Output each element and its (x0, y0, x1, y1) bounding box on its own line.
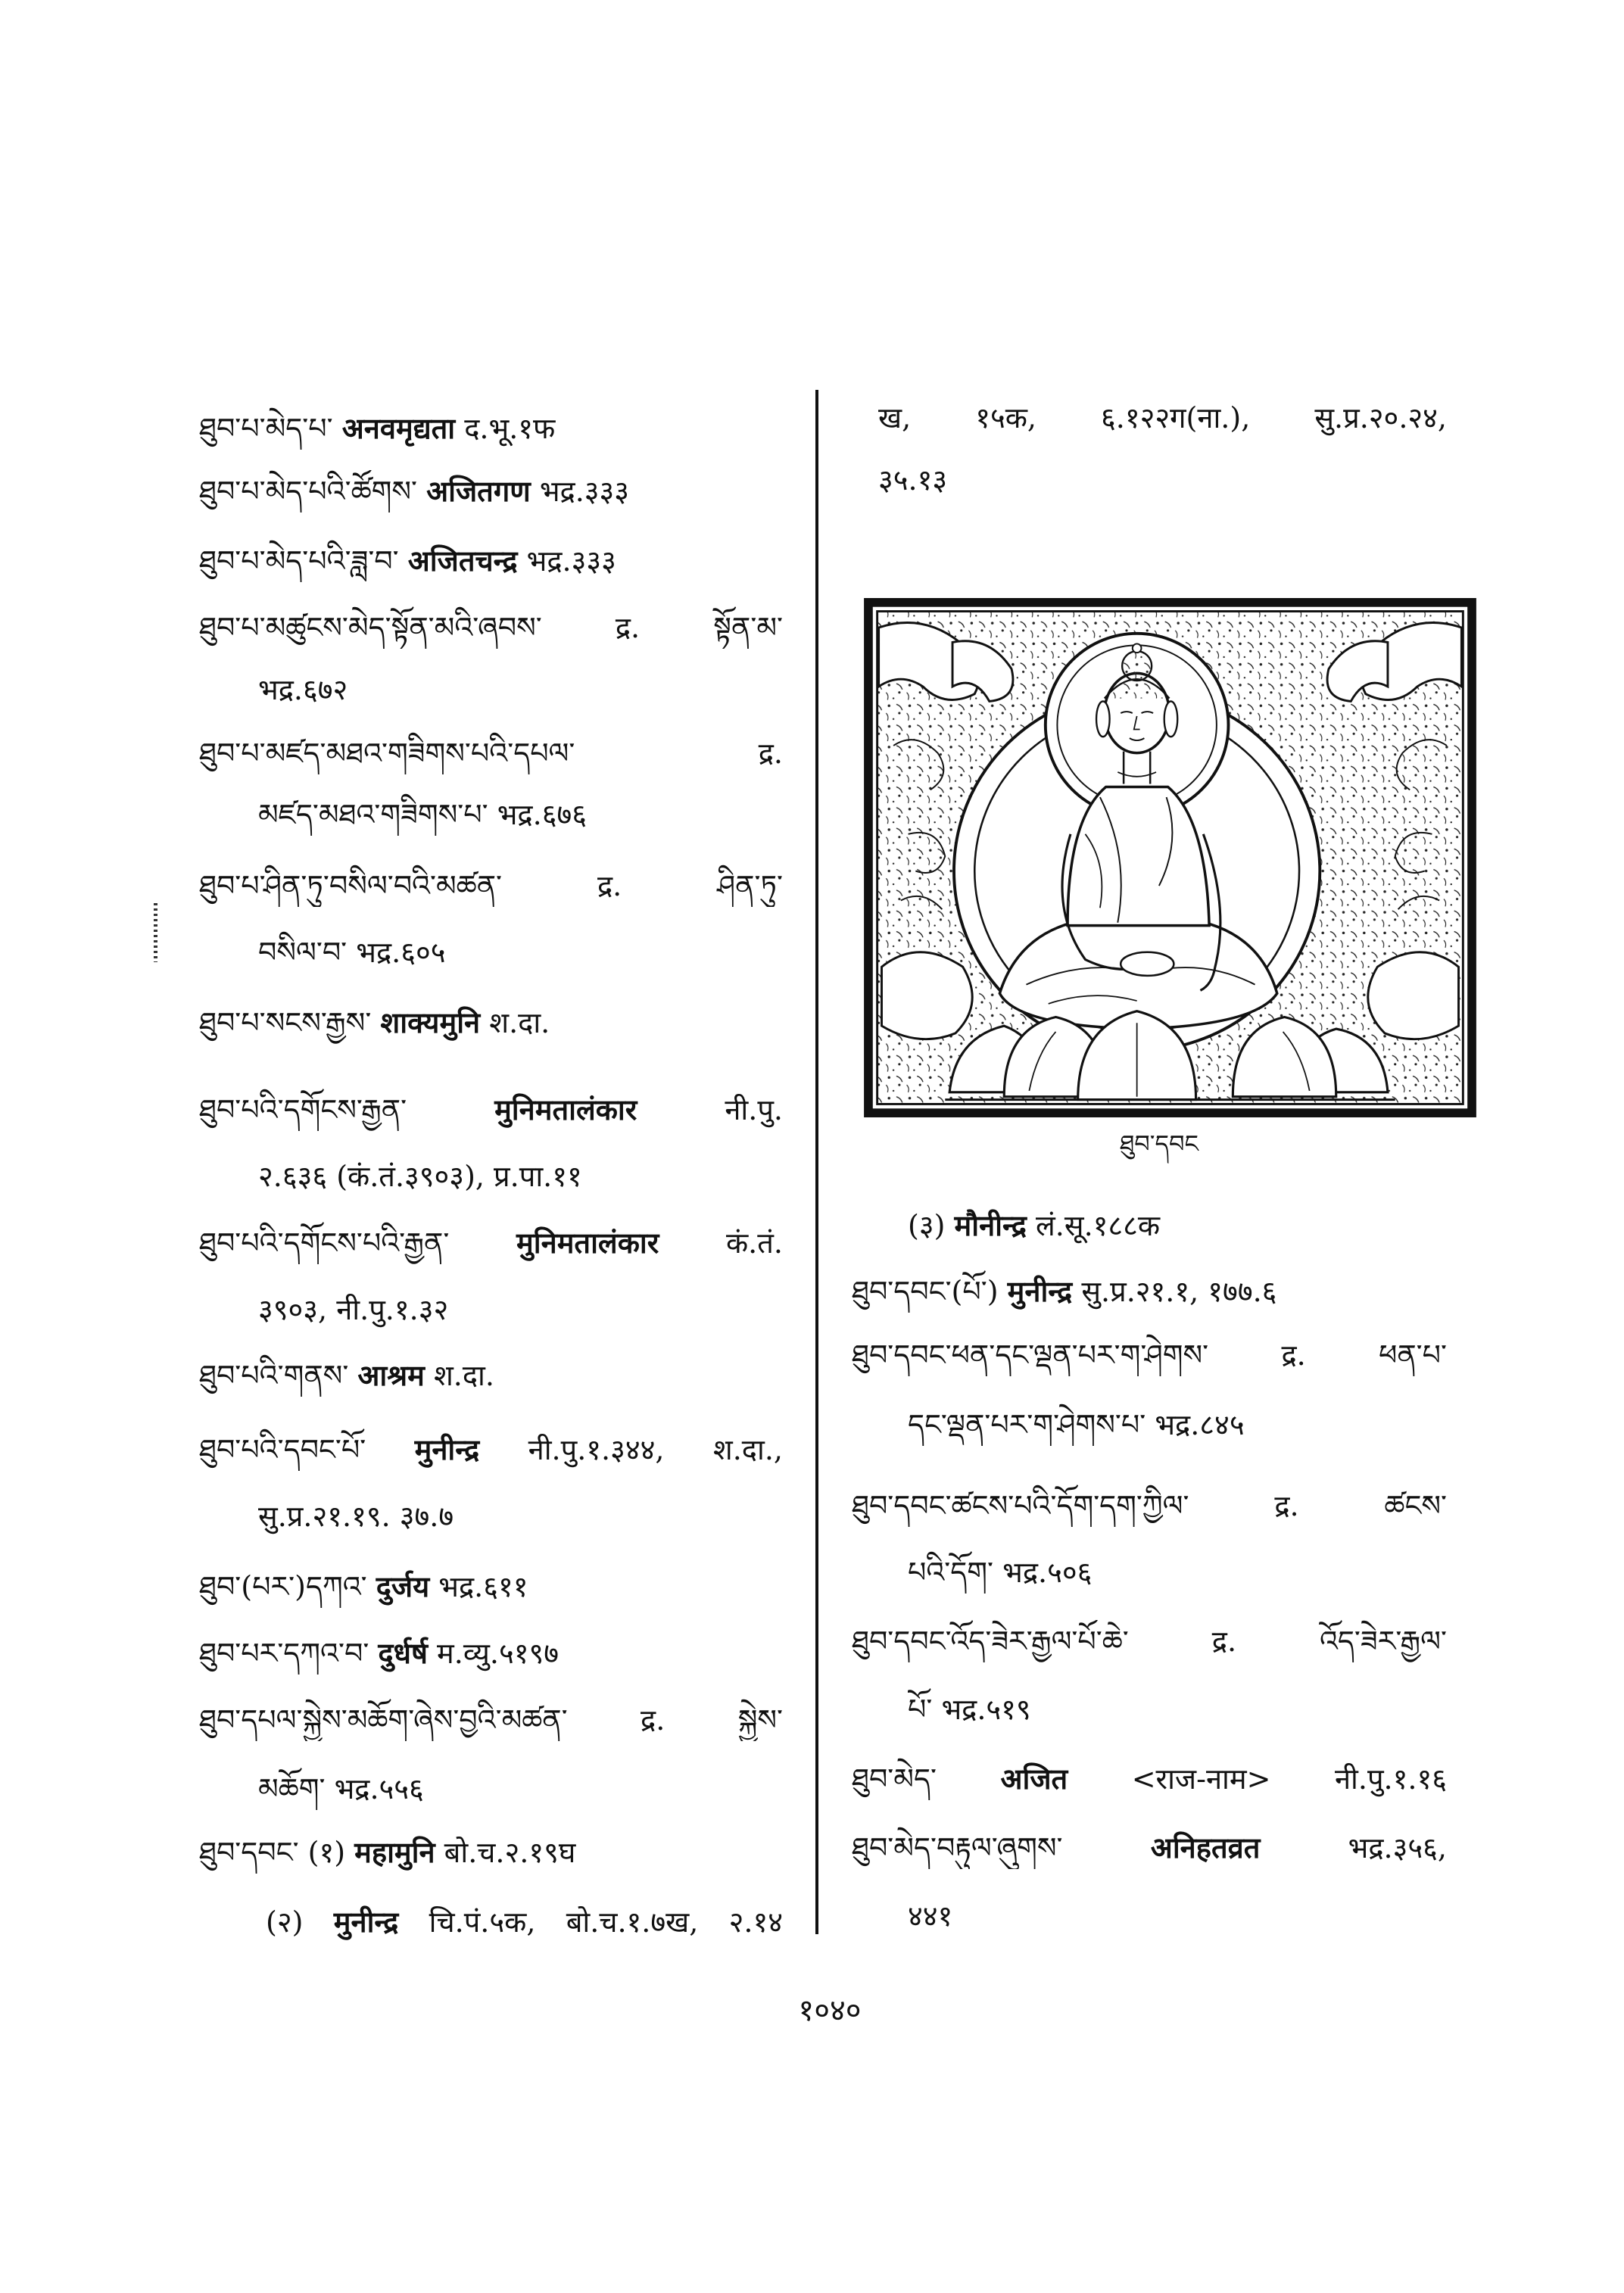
sanskrit-term: अजितचन्द्र (407, 544, 518, 578)
entry-line (199, 540, 783, 582)
see-reference-cont: བསིལ་བ་ (258, 936, 348, 969)
entry-headword: ཐུབ་དབང་ཚངས་པའི་དོག་དག་ཀྱིལ་ (852, 1489, 1189, 1522)
reference: भद्र.६७२ (258, 673, 348, 706)
entry-line (199, 606, 783, 649)
reference: भद्र.३३३ (539, 475, 630, 508)
entry-headword: ཐུབ་དབང་(པོ་) (852, 1275, 999, 1308)
sanskrit-term: दुर्धर्ष (378, 1636, 428, 1670)
entry-line (199, 407, 783, 450)
entry-continuation (258, 793, 783, 836)
buddha-illustration (864, 598, 1476, 1117)
entry-headword: ཐུབ་པ་ཤིན་ཏུ་བསིལ་བའི་མཚན་ (199, 869, 503, 902)
entry-headword: ཐུབ་མེད་ (852, 1762, 937, 1796)
reference: भद्र.६०५ (356, 936, 446, 969)
sanskrit-term: दुर्जय (376, 1569, 430, 1603)
reference: भद्र.३३३ (526, 544, 616, 578)
entry-line (199, 470, 783, 512)
sanskrit-term: अजितगण (426, 474, 531, 508)
entry-headword: ཐུབ་དབང་ཕན་དང་ལྡན་པར་ག་ཤེགས་ (852, 1338, 1209, 1372)
see-reference-cont: མཆོག་ (258, 1772, 326, 1805)
reference: म.व्यु.५१९७ (437, 1637, 559, 1670)
entry-continuation (258, 931, 783, 974)
see-reference: द्र. ཕན་པ་ (1281, 1338, 1447, 1372)
entry-continuation (266, 1901, 783, 1943)
entry-line (199, 1428, 783, 1471)
reference: भद्र.५०६ (1002, 1556, 1093, 1589)
entry-line (199, 1831, 783, 1874)
entry-headword: ཐུབ་དབང་ (199, 1836, 299, 1869)
entry-line (199, 1699, 783, 1741)
reference: कं.तं. (725, 1226, 783, 1260)
entry-continuation (878, 459, 1447, 501)
reference: बो.च.२.१९घ (444, 1836, 576, 1869)
sense-number: (२) (266, 1905, 304, 1939)
reference: भद्र.५१९ (941, 1693, 1031, 1726)
reference: भद्र.५५६ (334, 1772, 424, 1805)
see-reference: द्र. ཚངས་ (1274, 1489, 1447, 1522)
entry-line (199, 865, 783, 907)
sanskrit-term: मौनीन्द्र (954, 1208, 1027, 1242)
entry-headword: ཐུབ་དབང་འོད་ཟེར་རྒྱལ་པོ་ཆེ་ (852, 1625, 1129, 1658)
entry-line (199, 1632, 783, 1675)
reference: भद्र.६११ (438, 1570, 528, 1603)
see-reference-cont: པའི་དོག་ (908, 1556, 994, 1589)
reference-cont: ३९०३, नी.पु.१.३२ (258, 1293, 449, 1326)
see-reference-cont: པོ་ (908, 1693, 933, 1726)
reference: नी.पु.१.१६ (1334, 1762, 1447, 1796)
sense-number: (१) (307, 1836, 346, 1869)
reference-cont: ख, १५क, ६.१२२ग(ना.), सु.प्र.२०.२४, (878, 401, 1447, 435)
entry-headword: ཐུབ་པ་སངས་རྒྱས་ (199, 1006, 372, 1039)
entry-line (852, 1270, 1447, 1313)
entry-continuation (878, 397, 1447, 439)
entry-headword: ཐུབ་པར་དཀའ་བ་ (199, 1637, 369, 1670)
reference: नी.पु. (725, 1093, 783, 1126)
see-reference: द्र. འོད་ཟེར་རྒྱལ་ (1211, 1625, 1447, 1658)
sanskrit-term: आश्रम (357, 1358, 425, 1392)
entry-line (852, 1334, 1447, 1376)
entry-headword: ཐུབ་པ་མེད་པ་ (199, 412, 333, 445)
reference-cont: ३५.१३ (878, 463, 948, 497)
entry-headword: ཐུབ་པའི་དགོངས་པའི་རྒྱན་ (199, 1226, 450, 1260)
sanskrit-term: अजित (1000, 1762, 1068, 1796)
sense-number: (३) (908, 1209, 946, 1242)
entry-line (199, 1002, 783, 1044)
sanskrit-term: अनिहतव्रत (1150, 1830, 1261, 1865)
entry-continuation (258, 1288, 783, 1331)
entry-continuation (908, 1404, 1447, 1446)
reference: श.दा. (489, 1006, 550, 1039)
margin-mark (154, 903, 157, 962)
sanskrit-term: मुनीन्द्र (1007, 1274, 1073, 1308)
sanskrit-term: मुनीन्द्र (333, 1905, 399, 1939)
entry-headword: ཐུབ་དཔལ་སྐྱེས་མཆོག་ཞེས་བྱའི་མཚན་ (199, 1703, 568, 1737)
entry-line (852, 1827, 1447, 1869)
sanskrit-term: मुनिमतालंकार (516, 1226, 659, 1260)
entry-continuation (258, 668, 783, 711)
reference: भद्र.३५६, (1348, 1831, 1447, 1865)
sanskrit-term: मुनिमतालंकार (494, 1092, 637, 1126)
reference-cont: सु.प्र.२१.१९. ३७.७ (258, 1500, 454, 1533)
entry-continuation (908, 1895, 1447, 1937)
entry-continuation (258, 1495, 783, 1537)
entry-headword: ཐུབ་པ་མེད་པའི་ཚོགས་ (199, 475, 418, 508)
see-reference: द्र. (758, 737, 783, 770)
entry-headword: ཐུབ་པའི་གནས་ (199, 1359, 349, 1392)
entry-headword: ཐུབ་པའི་དགོངས་རྒྱན་ (199, 1093, 407, 1126)
entry-headword: ཐུབ་པའི་དབང་པོ་ (199, 1433, 366, 1466)
entry-line (852, 1758, 1447, 1800)
entry-headword: ཐུབ་པ་མེད་པའི་ཟླ་བ་ (199, 544, 399, 578)
page-number: १०४० (798, 1993, 862, 2028)
sanskrit-term: मुनीन्द्र (414, 1432, 480, 1466)
reference-cont: २.६३६ (कं.तं.३९०३), प्र.पा.११ (258, 1160, 582, 1193)
reference: चि.पं.५क, बो.च.१.७ख, २.१४ (429, 1905, 783, 1939)
see-reference-cont: དང་ལྡན་པར་ག་ཤེགས་པ་ (908, 1408, 1146, 1441)
reference: लं.सू.१८८क (1036, 1209, 1161, 1242)
entry-headword: ཐུབ་པ་མཚུངས་མེད་སྟོན་མའི་ཞབས་ (199, 611, 542, 644)
reference: भद्र.६७६ (497, 798, 587, 831)
reference: भद्र.८४५ (1155, 1408, 1245, 1441)
see-reference: द्र. ཤིན་ཏུ་ (597, 869, 783, 902)
reference: द.भू.१फ (464, 412, 556, 445)
sanskrit-term: अनवमृद्यता (341, 411, 456, 445)
entry-line (199, 732, 783, 774)
reference: सु.प्र.२१.१, १७७.६ (1081, 1275, 1277, 1308)
entry-headword: ཐུབ་པ་མཛད་མཐའ་གཟིགས་པའི་དཔལ་ (199, 737, 575, 770)
entry-continuation (258, 1768, 783, 1810)
see-reference-cont: མཛད་མཐའ་གཟིགས་པ་ (258, 798, 488, 831)
entry-headword: ཐུབ་(པར་)དཀའ་ (199, 1570, 367, 1603)
entry-line (199, 1089, 783, 1131)
sanskrit-term: महामुनि (354, 1835, 435, 1869)
sanskrit-term: शाक्यमुनि (380, 1005, 481, 1039)
reference: नी.पु.१.३४४, श.दा., (528, 1433, 783, 1466)
entry-note: <राज-नाम> (1131, 1762, 1271, 1796)
figure-caption: ཐུབ་དབང (1119, 1129, 1199, 1158)
entry-line (199, 1354, 783, 1397)
entry-line (852, 1485, 1447, 1527)
entry-continuation (908, 1688, 1447, 1731)
entry-line (199, 1566, 783, 1608)
see-reference: द्र. སྟོན་མ་ (615, 611, 783, 644)
entry-line (199, 1222, 783, 1264)
entry-line (908, 1204, 1447, 1247)
entry-continuation (258, 1155, 783, 1198)
entry-line (852, 1620, 1447, 1662)
column-divider (815, 390, 818, 1934)
reference-cont: ४४१ (908, 1899, 953, 1933)
entry-headword: ཐུབ་མེད་བརྟུལ་ཞུགས་ (852, 1831, 1063, 1865)
see-reference: द्र. སྐྱེས་ (641, 1703, 783, 1737)
entry-continuation (908, 1551, 1447, 1594)
reference: श.दा. (433, 1359, 494, 1392)
